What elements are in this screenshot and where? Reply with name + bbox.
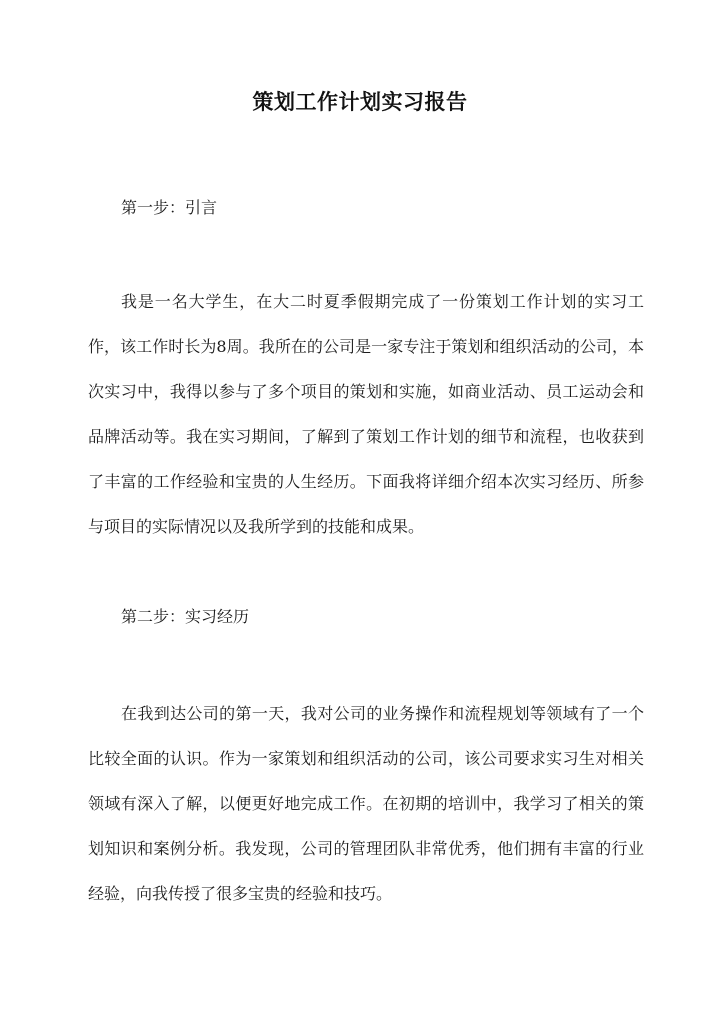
section-heading-internship-experience: 第二步：实习经历 <box>121 607 250 626</box>
section-paragraph-internship-experience: 在我到达公司的第一天，我对公司的业务操作和流程规划等领域有了一个比较全面的认识。作为一家策划和组织活动的公司，该公司要求实习生对相关领域有深入了解，以便更好地完成工作。在初期的培训中，我学习了相关的策划知识和案例分析。我发现，公司的管理团队非常优秀，他们拥有丰富的行业经验，向我传授了很多宝贵的经验和技巧。 <box>88 704 644 903</box>
section-paragraph-introduction: 我是一名大学生，在大二时夏季假期完成了一份策划工作计划的实习工作，该工作时长为8周。我所在的公司是一家专注于策划和组织活动的公司，本次实习中，我得以参与了多个项目的策划和实施，如商业活动、员工运动会和品牌活动等。我在实习期间，了解到了策划工作计划的细节和流程，也收获到了丰富的工作经验和宝贵的人生经历。下面我将详细介绍本次实习经历、所参与项目的实际情况以及我所学到的技能和成果。 <box>88 292 644 536</box>
section-heading-introduction: 第一步：引言 <box>121 198 218 217</box>
document-title: 策划工作计划实习报告 <box>252 89 468 114</box>
